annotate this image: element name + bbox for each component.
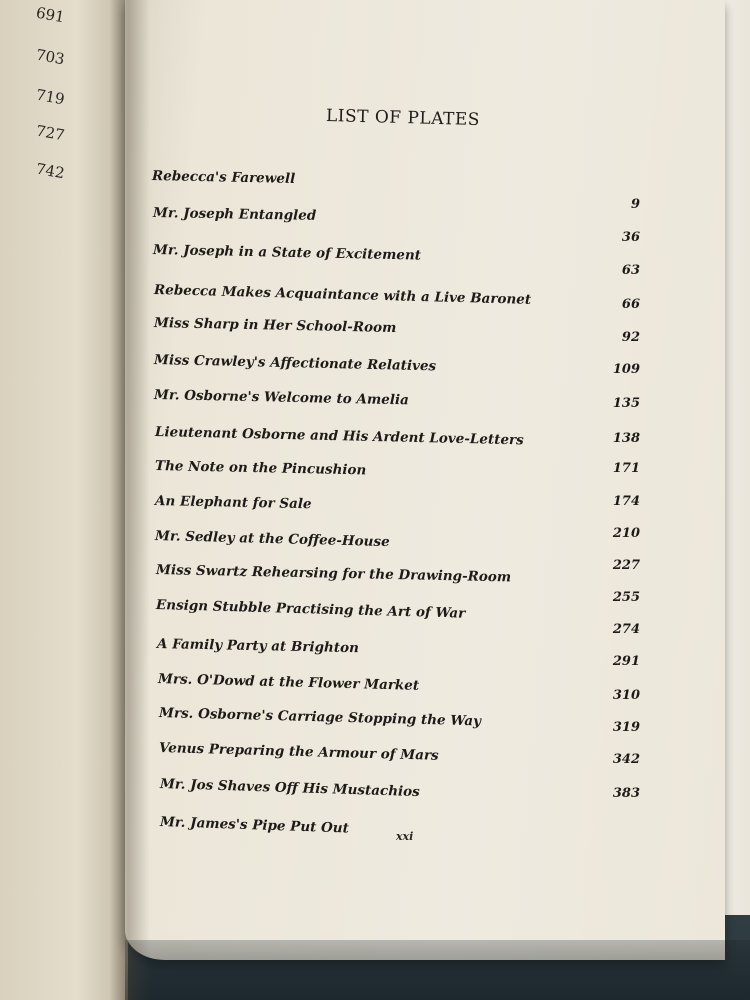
plate-title: Mrs. O'Dowd at the Flower Market bbox=[157, 671, 420, 694]
left-page-number: 703 bbox=[34, 45, 66, 69]
plate-title: Mr. Sedley at the Coffee-House bbox=[154, 528, 390, 551]
plate-title: Mr. James's Pipe Put Out bbox=[159, 814, 350, 837]
plate-title: Venus Preparing the Armour of Mars bbox=[158, 740, 439, 764]
plate-page-number: 63 bbox=[621, 263, 640, 278]
plate-title: Ensign Stubble Practising the Art of War bbox=[155, 597, 466, 622]
plate-page-number: 319 bbox=[612, 720, 640, 735]
plate-title: Mr. Osborne's Welcome to Amelia bbox=[153, 387, 409, 409]
plate-page-number: 342 bbox=[612, 752, 640, 767]
plate-page-number: 135 bbox=[612, 396, 640, 411]
page-title: LIST OF PLATES bbox=[325, 106, 481, 131]
plate-title: Rebecca Makes Acquaintance with a Live Baronet bbox=[153, 282, 532, 308]
left-page bbox=[0, 0, 128, 1000]
plate-title: Mr. Joseph in a State of Excitement bbox=[152, 242, 422, 264]
plate-title: The Note on the Pincushion bbox=[154, 458, 367, 479]
left-page-number: 719 bbox=[34, 85, 66, 109]
plate-title: Miss Sharp in Her School-Room bbox=[153, 315, 397, 337]
plate-title: Lieutenant Osborne and His Ardent Love-Letters bbox=[154, 424, 524, 449]
plate-page-number: 109 bbox=[612, 362, 640, 377]
plate-page-number: 171 bbox=[612, 461, 640, 476]
plate-title: Mrs. Osborne's Carriage Stopping the Way bbox=[158, 705, 482, 730]
plate-page-number: 291 bbox=[612, 654, 640, 669]
plate-title: Mr. Joseph Entangled bbox=[152, 205, 317, 224]
plate-page-number: 36 bbox=[621, 230, 640, 245]
table-shadow bbox=[125, 940, 750, 1000]
plate-title: An Elephant for Sale bbox=[154, 493, 312, 513]
plate-page-number: 138 bbox=[612, 431, 640, 446]
plate-title: Miss Swartz Rehearsing for the Drawing-Room bbox=[155, 562, 512, 586]
left-page-number: 727 bbox=[34, 121, 66, 145]
plate-page-number: 9 bbox=[630, 197, 640, 212]
left-page-number: 742 bbox=[34, 159, 66, 183]
plate-title: Miss Crawley's Affectionate Relatives bbox=[153, 352, 437, 375]
plate-page-number: 310 bbox=[612, 688, 640, 703]
book-gutter bbox=[110, 0, 150, 1000]
plate-page-number: 255 bbox=[612, 590, 640, 605]
plate-title: A Family Party at Brighton bbox=[156, 636, 360, 657]
plate-page-number: 383 bbox=[612, 786, 640, 801]
plate-page-number: 227 bbox=[612, 558, 640, 573]
plate-page-number: 210 bbox=[612, 526, 640, 541]
plate-title: Rebecca's Farewell bbox=[151, 168, 296, 187]
plate-title: Mr. Jos Shaves Off His Mustachios bbox=[159, 776, 420, 801]
plate-page-number: 274 bbox=[612, 622, 640, 637]
left-page-number: 691 bbox=[34, 3, 66, 27]
plate-page-number: 92 bbox=[621, 330, 640, 345]
folio-number: xxi bbox=[396, 830, 414, 843]
plate-page-number: 174 bbox=[612, 494, 640, 509]
plate-page-number: 66 bbox=[621, 297, 640, 312]
